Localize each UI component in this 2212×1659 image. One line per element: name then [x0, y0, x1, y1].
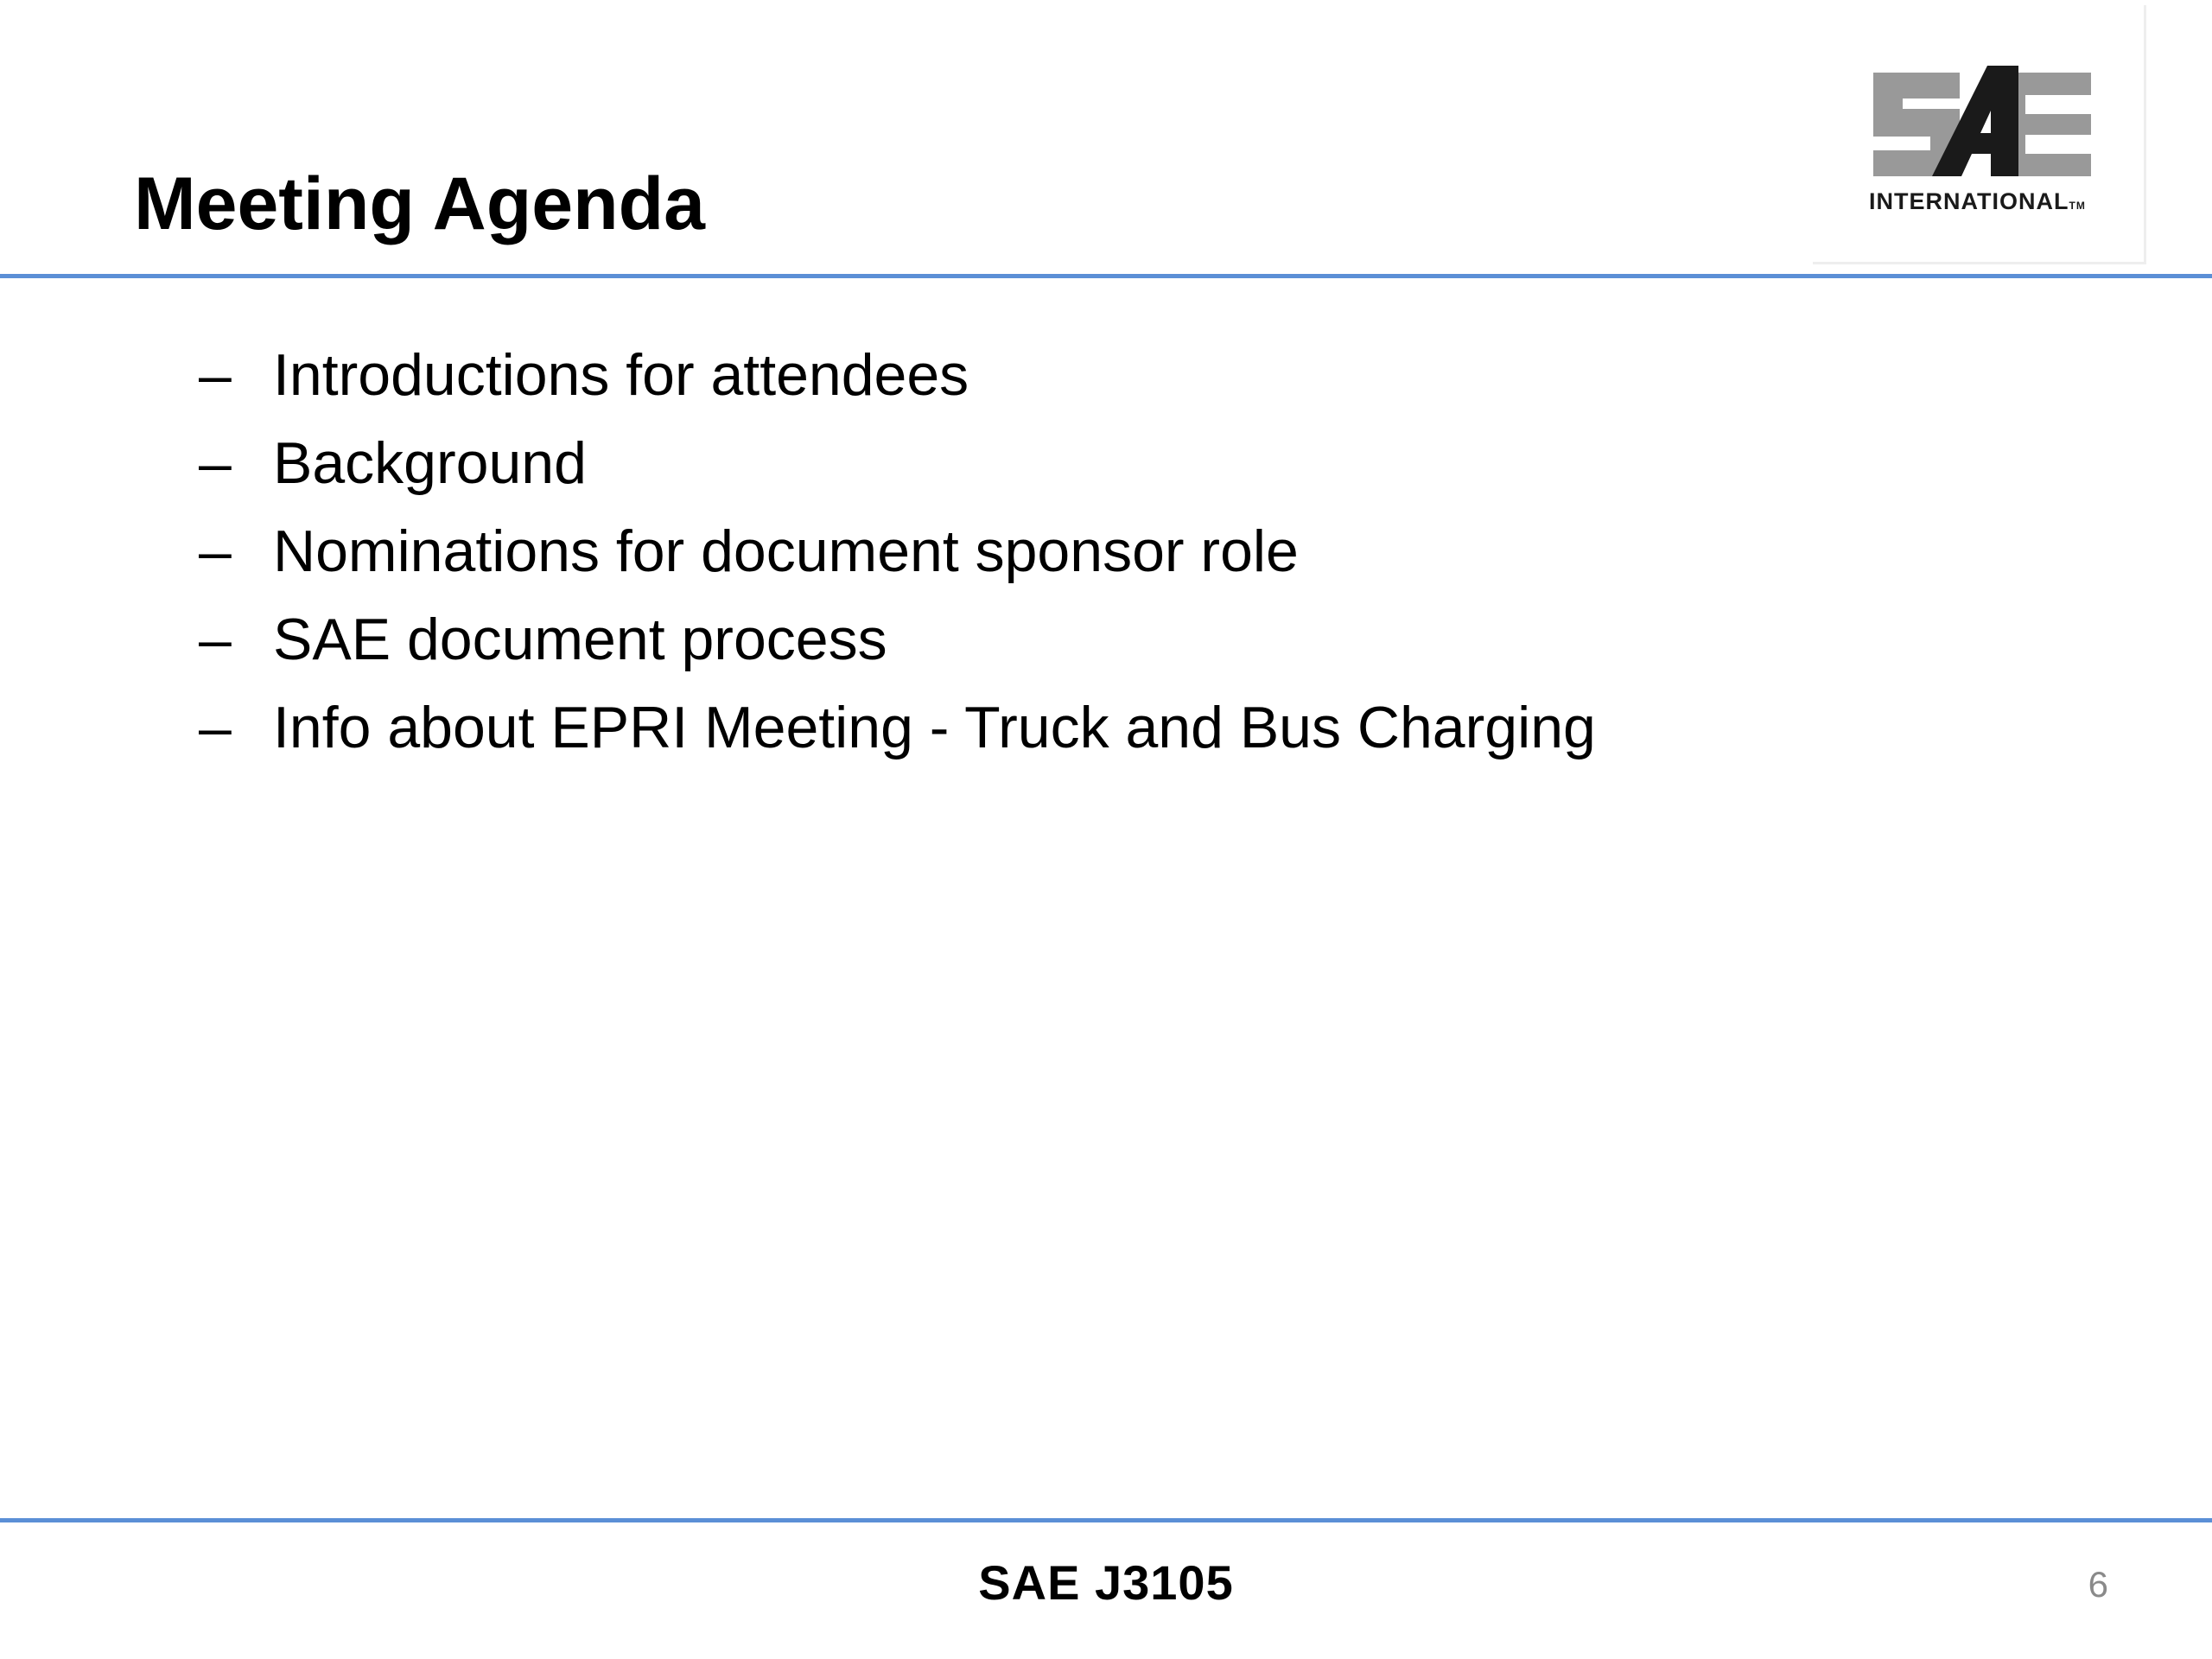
sae-logo	[1813, 5, 2146, 264]
agenda-item-text: Info about EPRI Meeting - Truck and Bus Charging	[273, 695, 1596, 760]
agenda-item-text: Introductions for attendees	[273, 342, 969, 408]
bullet-dash: –	[199, 518, 232, 584]
page-number: 6	[2088, 1564, 2108, 1605]
slide-title: Meeting Agenda	[134, 162, 705, 245]
logo-wordmark: INTERNATIONALTM	[1869, 188, 2086, 214]
bullet-dash: –	[199, 342, 232, 408]
agenda-item	[199, 507, 1596, 595]
footer-title: SAE J3105	[978, 1555, 1234, 1610]
agenda-item	[199, 419, 1596, 507]
bullet-dash: –	[199, 607, 232, 672]
agenda-item	[199, 683, 1596, 772]
agenda-item-text: SAE document process	[273, 607, 887, 672]
agenda-item	[199, 331, 1596, 419]
agenda-item	[199, 595, 1596, 683]
agenda-list	[199, 331, 1596, 772]
sae-international-logo-icon	[1865, 57, 2098, 187]
agenda-item-text: Background	[273, 430, 587, 496]
agenda-item-text: Nominations for document sponsor role	[273, 518, 1299, 584]
bullet-dash: –	[199, 430, 232, 496]
bullet-dash: –	[199, 695, 232, 760]
logo-trademark: TM	[2069, 200, 2086, 212]
header-rule	[0, 274, 2212, 278]
footer-rule	[0, 1518, 2212, 1522]
